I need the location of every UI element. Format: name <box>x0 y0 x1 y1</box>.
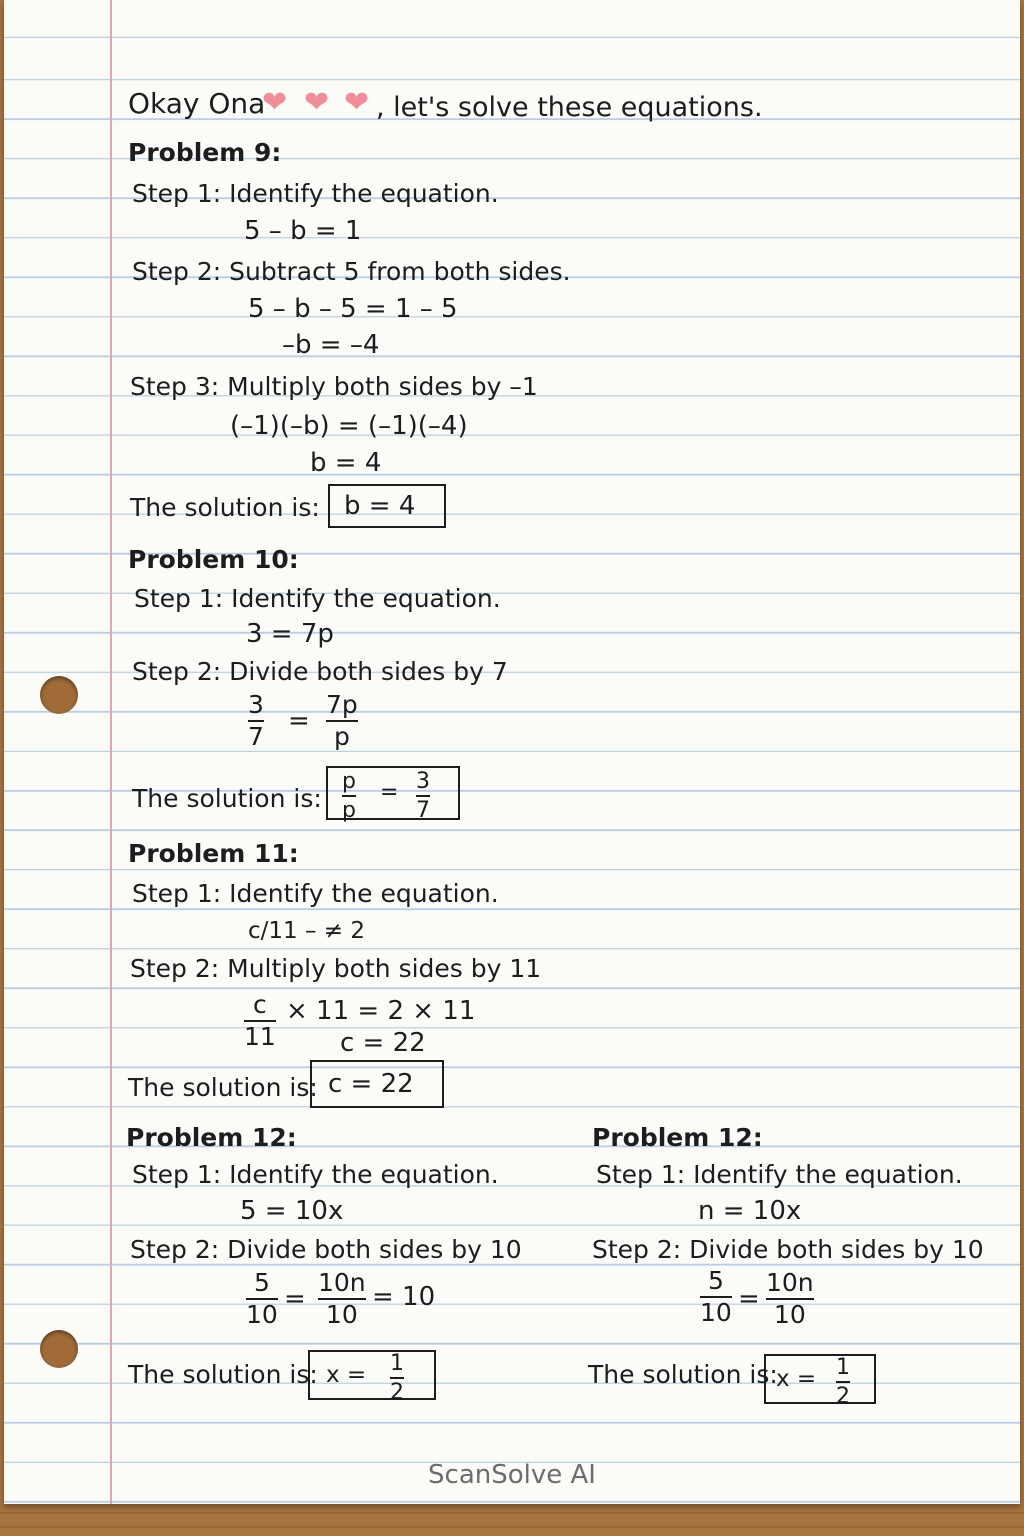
punch-hole <box>40 676 78 714</box>
p11-solution-box <box>310 1060 444 1108</box>
p9-step-3: Step 3: Multiply both sides by –1 <box>130 372 538 401</box>
p12-right-solution-label: The solution is: <box>588 1360 778 1389</box>
numerator: 7p <box>326 690 358 719</box>
numerator: 5 <box>707 1266 724 1295</box>
punch-hole <box>40 1330 78 1368</box>
p12-right-fraction-10n-over-10 <box>766 1270 814 1329</box>
denominator: p <box>333 722 350 752</box>
p9-solution-label: The solution is: <box>130 493 320 522</box>
p9-equation-1: 5 – b = 1 <box>244 216 362 246</box>
heart-icon: ❤ <box>344 85 370 120</box>
denominator: 11 <box>244 1022 276 1052</box>
heart-icon: ❤ <box>262 85 288 120</box>
margin-line <box>110 0 112 1504</box>
p10-fraction-3-over-7 <box>248 692 264 751</box>
p12-left-step-2: Step 2: Divide both sides by 10 <box>130 1235 522 1264</box>
p12-left-equation-tail: = 10 <box>372 1282 436 1312</box>
p12-right-solution-lhs: x = <box>776 1366 817 1392</box>
denominator: 7 <box>248 722 264 752</box>
intro-greeting: Okay Ona <box>128 87 266 120</box>
problem-12-right-title: Problem 12: <box>592 1123 763 1152</box>
problem-9-title: Problem 9: <box>128 138 282 167</box>
fraction-bar <box>390 1377 404 1379</box>
p9-step-2: Step 2: Subtract 5 from both sides. <box>132 257 571 286</box>
p10-solution-box <box>326 766 460 824</box>
p10-solution-lhs <box>342 770 356 822</box>
p12-left-equation-1: 5 = 10x <box>240 1196 344 1226</box>
p10-solution-equals: = <box>380 780 399 805</box>
p12-left-solution-lhs: x = <box>326 1362 367 1388</box>
footer-watermark: ScanSolve AI <box>428 1460 596 1490</box>
p10-step-1: Step 1: Identify the equation. <box>134 584 501 613</box>
p11-equation-2: × 11 = 2 × 11 <box>286 996 476 1026</box>
p12-right-fraction-5-over-10 <box>700 1268 732 1327</box>
numerator: c <box>253 990 267 1019</box>
p11-step-2: Step 2: Multiply both sides by 11 <box>130 954 542 983</box>
intro-text: , let's solve these equations. <box>376 92 763 123</box>
denominator: 10 <box>246 1300 278 1330</box>
numerator: 3 <box>248 690 264 719</box>
problem-11-title: Problem 11: <box>128 839 299 868</box>
numerator: 1 <box>390 1351 404 1376</box>
p12-left-fraction-10n-over-10 <box>318 1270 366 1329</box>
p10-solution-label: The solution is: <box>132 784 322 813</box>
numerator: 5 <box>253 1268 270 1297</box>
p12-right-solution-box <box>764 1354 876 1410</box>
numerator: 1 <box>836 1355 850 1380</box>
denominator: p <box>342 798 356 824</box>
p9-step-1: Step 1: Identify the equation. <box>132 179 499 208</box>
p10-equation-1: 3 = 7p <box>246 619 334 649</box>
p12-left-equals: = <box>284 1284 306 1314</box>
p9-solution-box <box>328 484 446 528</box>
p12-left-fraction-5-over-10 <box>246 1270 278 1329</box>
p9-equation-3: –b = –4 <box>282 330 380 360</box>
p10-step-2: Step 2: Divide both sides by 7 <box>132 657 508 686</box>
problem-12-left-title: Problem 12: <box>126 1123 297 1152</box>
p11-equation-3: c = 22 <box>340 1028 426 1058</box>
denominator: 2 <box>390 1380 404 1406</box>
numerator: 3 <box>416 769 430 794</box>
p9-solution: b = 4 <box>344 491 416 521</box>
p12-left-solution-box <box>308 1350 436 1406</box>
fraction-bar <box>342 795 356 797</box>
p12-right-equals: = <box>738 1284 760 1314</box>
p10-equals: = <box>288 706 310 736</box>
denominator: 7 <box>416 798 430 824</box>
p12-right-solution-fraction <box>836 1356 850 1408</box>
denominator: 10 <box>325 1300 358 1330</box>
p10-solution-rhs <box>416 770 430 822</box>
p11-fraction-c-over-11 <box>244 992 276 1051</box>
denominator: 10 <box>700 1298 732 1328</box>
p11-equation-1: c/11 – ≠ 2 <box>248 918 365 944</box>
heart-icon: ❤ <box>304 85 330 120</box>
notebook-page <box>4 0 1020 1504</box>
fraction-bar <box>836 1381 850 1383</box>
p12-right-equation-1: n = 10x <box>698 1196 802 1226</box>
denominator: 2 <box>836 1384 850 1410</box>
p12-left-solution-fraction <box>390 1352 404 1404</box>
p9-equation-4: (–1)(–b) = (–1)(–4) <box>230 411 468 441</box>
p12-right-step-1: Step 1: Identify the equation. <box>596 1160 963 1189</box>
desk-grain <box>0 1526 1024 1528</box>
p9-equation-2: 5 – b – 5 = 1 – 5 <box>248 294 458 324</box>
numerator: 10n <box>318 1268 366 1297</box>
p11-solution: c = 22 <box>328 1069 414 1099</box>
numerator: 10n <box>766 1268 814 1297</box>
p12-left-solution-label: The solution is: <box>128 1360 318 1389</box>
p11-step-1: Step 1: Identify the equation. <box>132 879 499 908</box>
denominator: 10 <box>773 1300 806 1330</box>
p9-equation-5: b = 4 <box>310 448 382 478</box>
p12-left-step-1: Step 1: Identify the equation. <box>132 1160 499 1189</box>
p11-solution-label: The solution is: <box>128 1073 318 1102</box>
fraction-bar <box>416 795 430 797</box>
desk-grain <box>0 1512 1024 1514</box>
problem-10-title: Problem 10: <box>128 545 299 574</box>
p12-right-step-2: Step 2: Divide both sides by 10 <box>592 1235 984 1264</box>
p10-fraction-7p-over-p <box>326 692 358 751</box>
numerator: p <box>342 769 356 794</box>
